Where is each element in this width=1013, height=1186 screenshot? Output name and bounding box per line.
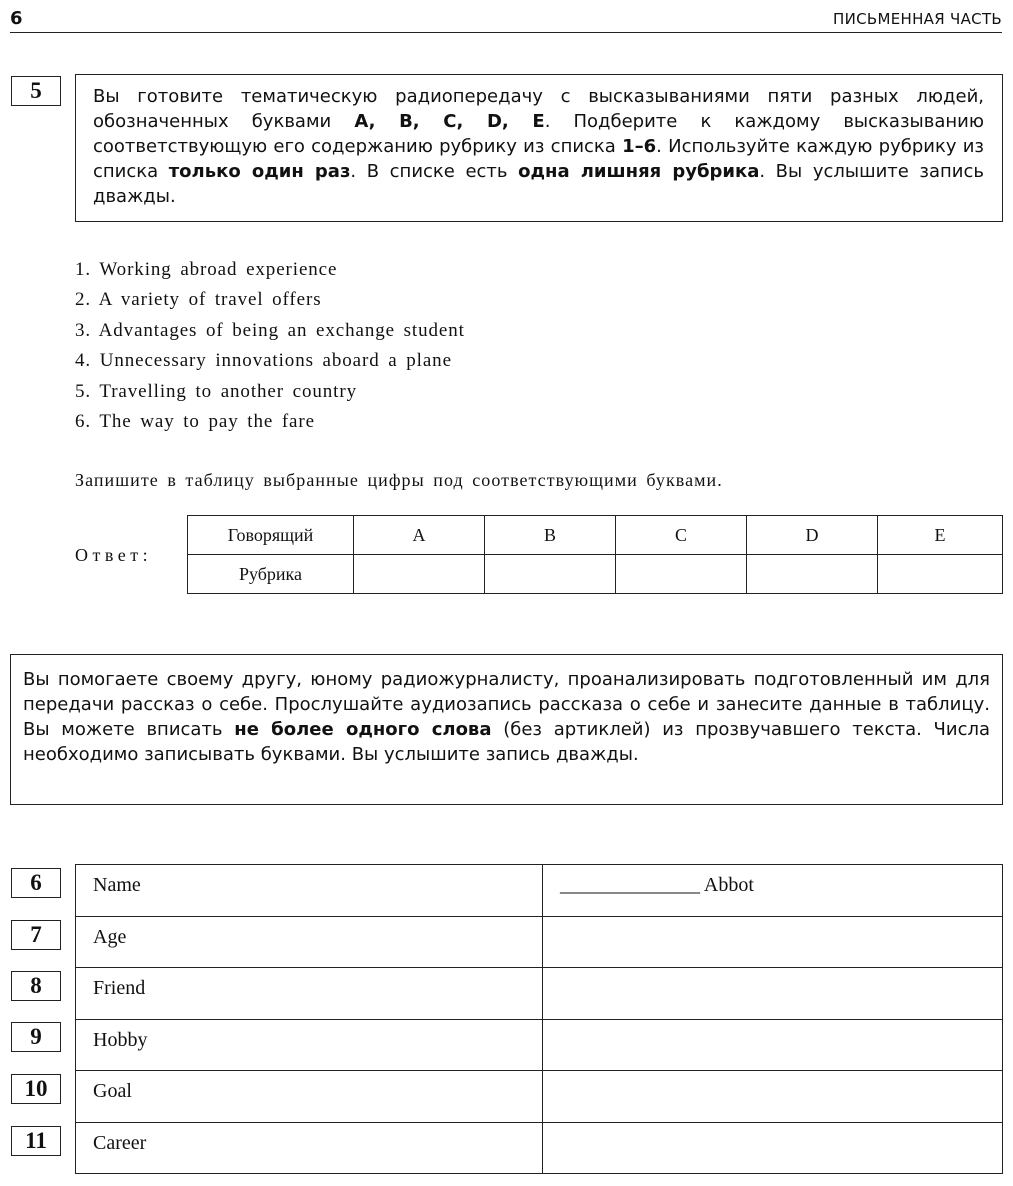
task5-instruction	[75, 74, 1003, 222]
speaker-header: Говорящий	[188, 516, 354, 555]
info-row-hobby	[76, 1019, 1003, 1071]
section-title: ПИСЬМЕННАЯ ЧАСТЬ	[833, 10, 1002, 28]
task6-11-instruction	[10, 654, 1003, 805]
instruction-extra: одна лишняя рубрика	[518, 161, 760, 182]
letter-e: E	[878, 516, 1003, 555]
answer-cell-d[interactable]	[747, 555, 878, 594]
instruction-once: только один раз	[168, 161, 351, 182]
instruction-letters: A, B, C, D, E	[354, 111, 545, 132]
answer-cell-friend[interactable]	[543, 968, 1003, 1020]
task-number-6: 6	[11, 868, 61, 898]
row-label: Career	[76, 1122, 543, 1174]
letter-d: D	[747, 516, 878, 555]
rubric-header: Рубрика	[188, 555, 354, 594]
answer-cell-e[interactable]	[878, 555, 1003, 594]
page-number: 6	[10, 8, 23, 29]
task-number-11: 11	[11, 1126, 61, 1156]
answer-cell-a[interactable]	[354, 555, 485, 594]
task-number-5: 5	[11, 76, 61, 106]
answer-cell-hobby[interactable]	[543, 1019, 1003, 1071]
rubric-row	[188, 555, 1003, 594]
letter-b: B	[485, 516, 616, 555]
answer-cell-career[interactable]	[543, 1122, 1003, 1174]
page-header	[10, 6, 1002, 33]
answer-cell-b[interactable]	[485, 555, 616, 594]
rubric-item: 4. Unnecessary innovations aboard a plane	[75, 350, 452, 372]
rubric-item: 3. Advantages of being an exchange student	[75, 319, 465, 341]
answer-label: Ответ:	[75, 545, 153, 565]
answer-cell-name[interactable]: ______________ Abbot	[543, 865, 1003, 917]
info-row-career	[76, 1122, 1003, 1174]
info-row-name	[76, 865, 1003, 917]
rubric-item: 6. The way to pay the fare	[75, 410, 315, 432]
instruction-text: (без артиклей) из прозвучавшего текста. Числа необходимо записывать буквами. Вы услышите запись дважды.	[23, 719, 991, 765]
task-number-8: 8	[11, 971, 61, 1001]
instruction-text: Вы готовите тематическую радиопередачу с высказываниями пяти разных людей, обозначенных буквами	[93, 86, 984, 132]
answer-table	[187, 515, 1003, 594]
info-row-goal	[76, 1071, 1003, 1123]
instruction-bold: не более одного слова	[234, 719, 492, 740]
instruction-text: . В списке есть	[350, 161, 519, 182]
task-number-10: 10	[11, 1074, 61, 1104]
task-number-7: 7	[11, 920, 61, 950]
instruction-text: . Используйте каждую рубрику из списка	[93, 136, 985, 182]
instruction-range: 1–6	[622, 136, 657, 157]
rubric-item: 1. Working abroad experience	[75, 259, 338, 280]
instruction-text: . Подберите к каждому высказыванию соответствующую его содержанию рубрику из списка	[93, 111, 984, 157]
instruction-text: . Вы услышите запись дважды.	[93, 161, 984, 207]
rubric-list	[75, 255, 465, 437]
rubric-item: 2. A variety of travel offers	[75, 289, 322, 311]
answer-cell-age[interactable]	[543, 916, 1003, 968]
info-row-friend	[76, 968, 1003, 1020]
row-label: Friend	[76, 968, 543, 1020]
row-label: Hobby	[76, 1019, 543, 1071]
row-label: Age	[76, 916, 543, 968]
speaker-row	[188, 516, 1003, 555]
row-label: Goal	[76, 1071, 543, 1123]
rubric-item: 5. Travelling to another country	[75, 380, 357, 402]
info-row-age	[76, 916, 1003, 968]
row-label: Name	[76, 865, 543, 917]
instruction-text: Вы помогаете своему другу, юному радиожурналисту, проанализировать подготовленный им для передачи рассказ о себе. Прослушайте аудиозапись рассказа о себе и занесите данные в таблицу. Вы можете вписать	[23, 669, 990, 740]
letter-c: C	[616, 516, 747, 555]
answer-cell-goal[interactable]	[543, 1071, 1003, 1123]
answer-cell-c[interactable]	[616, 555, 747, 594]
letter-a: A	[354, 516, 485, 555]
write-instruction: Запишите в таблицу выбранные цифры под соответствующими буквами.	[75, 470, 723, 490]
task-number-9: 9	[11, 1022, 61, 1052]
info-table	[75, 864, 1003, 1174]
